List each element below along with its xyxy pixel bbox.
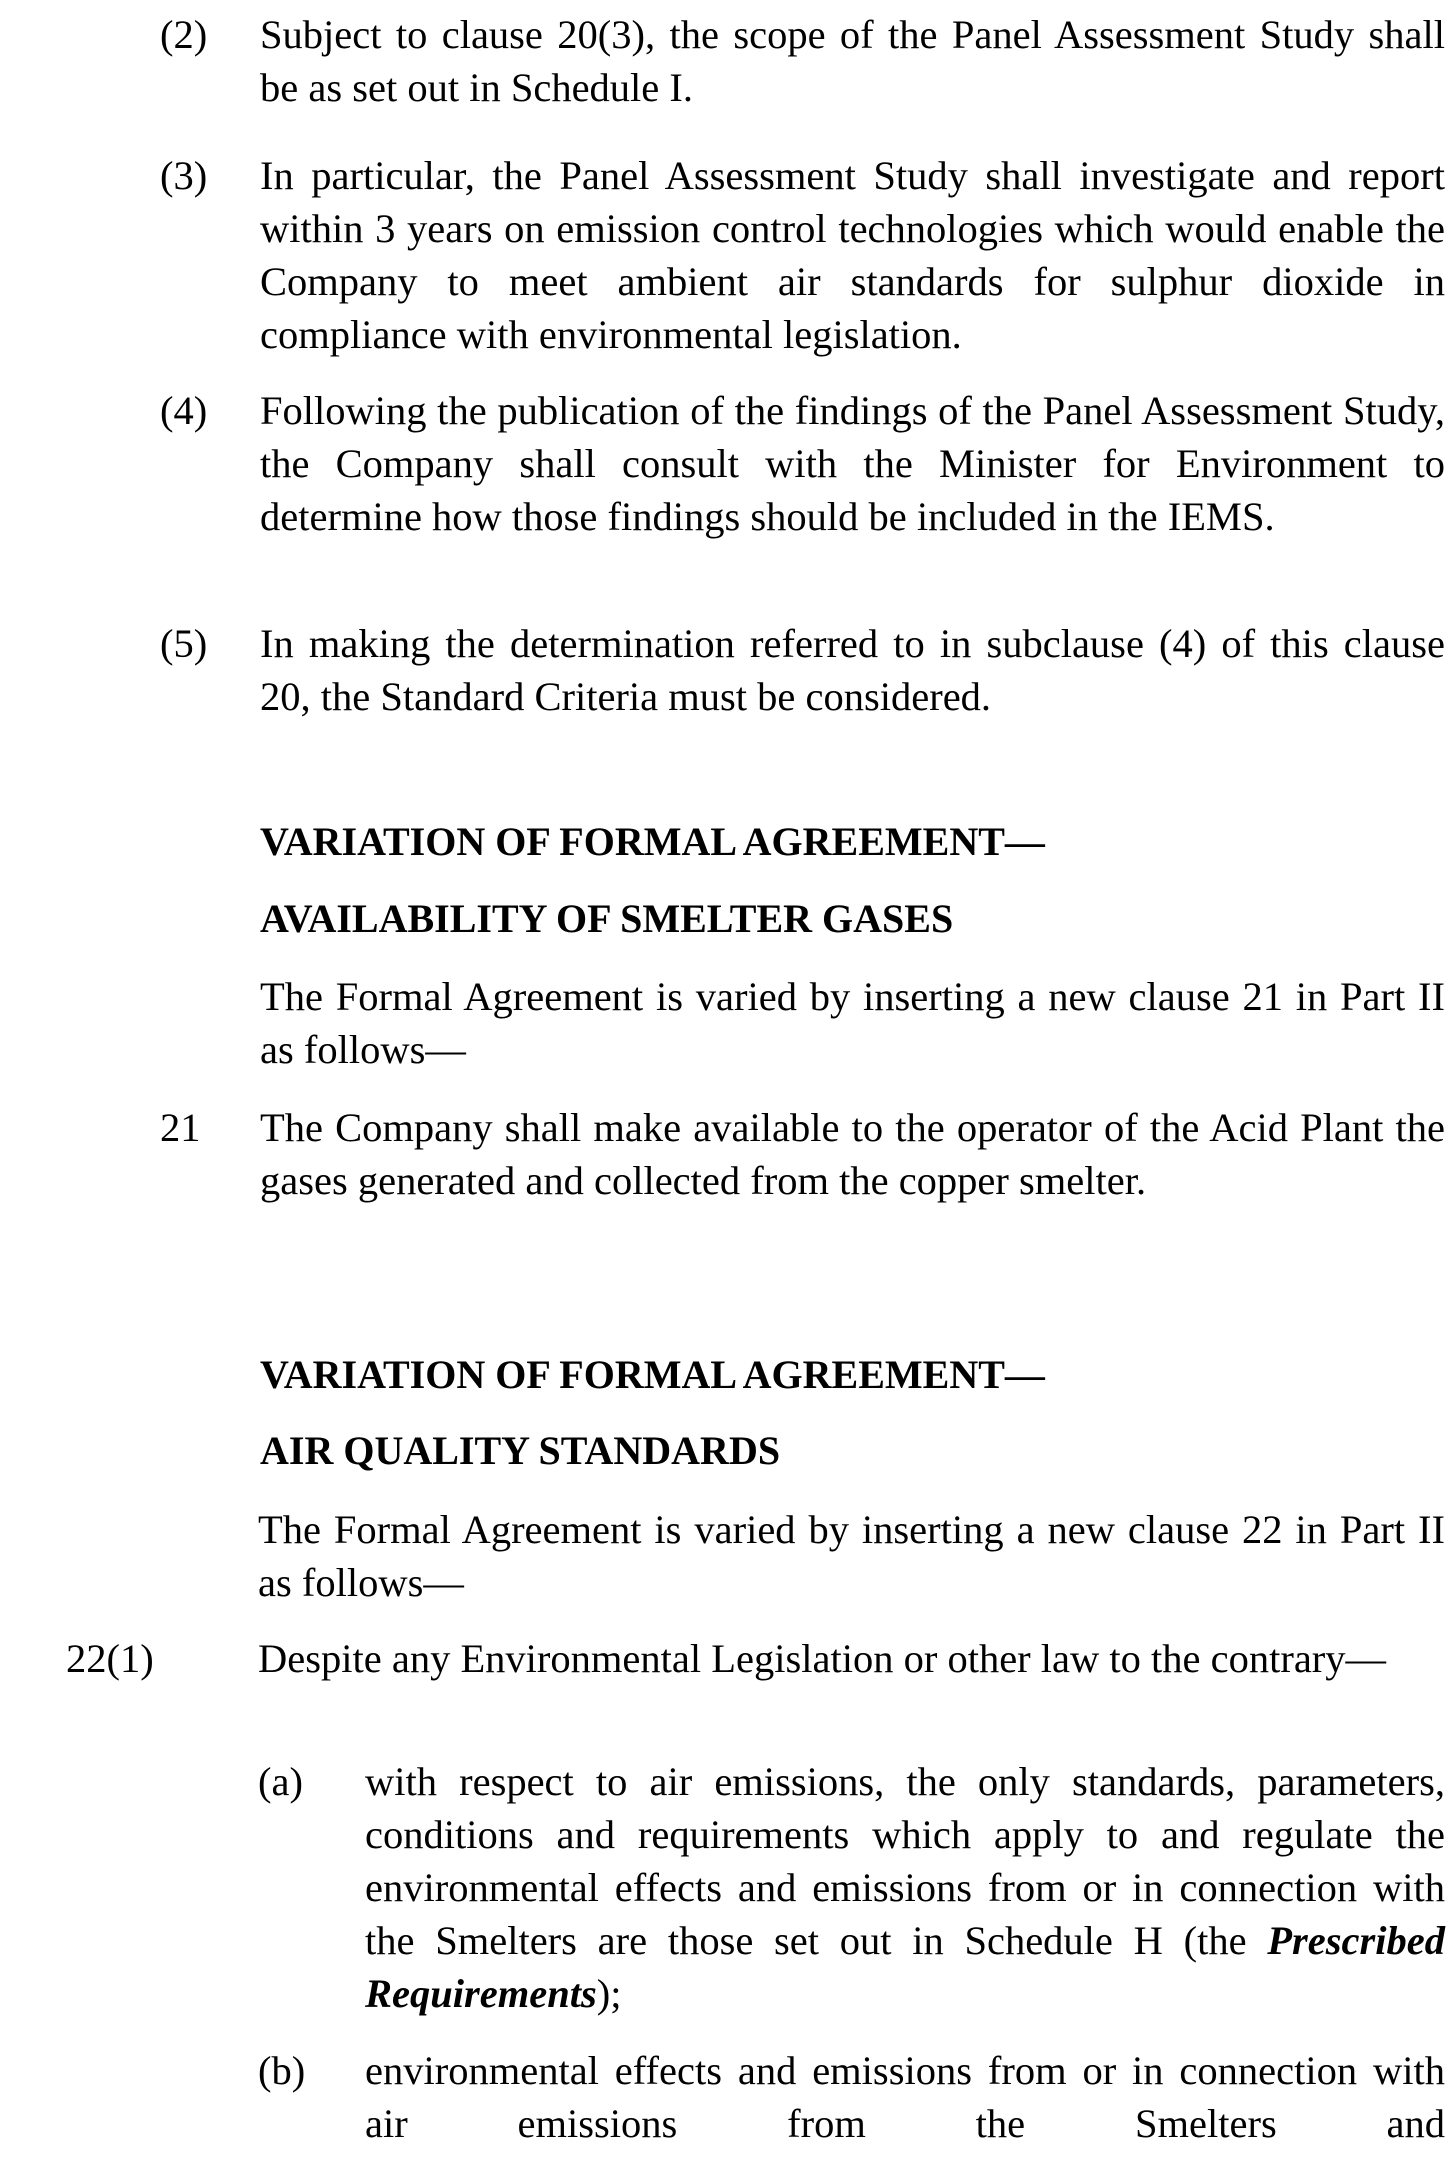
subclause-number: (4) [160, 388, 208, 433]
item-label: (a) [258, 1759, 303, 1804]
subclause-number: (3) [160, 153, 208, 198]
clause-number: 22(1) [66, 1636, 154, 1681]
subclause-text: In particular, the Panel Assessment Study shall investigate and report within 3 years on emission control technologies which would enable the Company to meet ambient air standards for sulphur dioxide in compliance with environmental legislation. [260, 153, 1445, 357]
clause-number: 21 [160, 1105, 201, 1150]
item-text: environmental effects and emissions from or in connection with air emissions from the Smelters and [365, 2048, 1445, 2146]
section-heading: AIR QUALITY STANDARDS [260, 1428, 781, 1473]
item-text-before: with respect to air emissions, the only standards, parameters, conditions and requirements which apply to and regulate the environmental effects and emissions from or in connection with the Smelters are those set out in Schedule H (the [365, 1759, 1445, 1963]
subclause-text: Subject to clause 20(3), the scope of the Panel Assessment Study shall be as set out in Schedule I. [260, 12, 1445, 110]
subclause-number: (2) [160, 12, 208, 57]
defined-term: Prescribed Requirements [365, 1918, 1445, 2016]
section-heading: AVAILABILITY OF SMELTER GASES [260, 896, 954, 941]
section-heading: VARIATION OF FORMAL AGREEMENT— [260, 819, 1045, 864]
subclause-number: (5) [160, 621, 208, 666]
item-text [365, 1755, 1445, 2020]
subclause-text: Following the publication of the findings of the Panel Assessment Study, the Company shall consult with the Minister for Environment to determine how those findings should be included in the IEMS. [260, 388, 1445, 539]
item-text-after: ); [596, 1971, 622, 2016]
variation-intro: The Formal Agreement is varied by inserting a new clause 22 in Part II as follows— [258, 1507, 1445, 1605]
clause-text: Despite any Environmental Legislation or other law to the contrary— [258, 1636, 1387, 1681]
clause-text: The Company shall make available to the operator of the Acid Plant the gases generated and collected from the copper smelter. [260, 1105, 1445, 1203]
item-label: (b) [258, 2048, 306, 2093]
variation-intro: The Formal Agreement is varied by inserting a new clause 21 in Part II as follows— [260, 974, 1445, 1072]
subclause-text: In making the determination referred to in subclause (4) of this clause 20, the Standard Criteria must be considered. [260, 621, 1445, 719]
section-heading: VARIATION OF FORMAL AGREEMENT— [260, 1352, 1045, 1397]
